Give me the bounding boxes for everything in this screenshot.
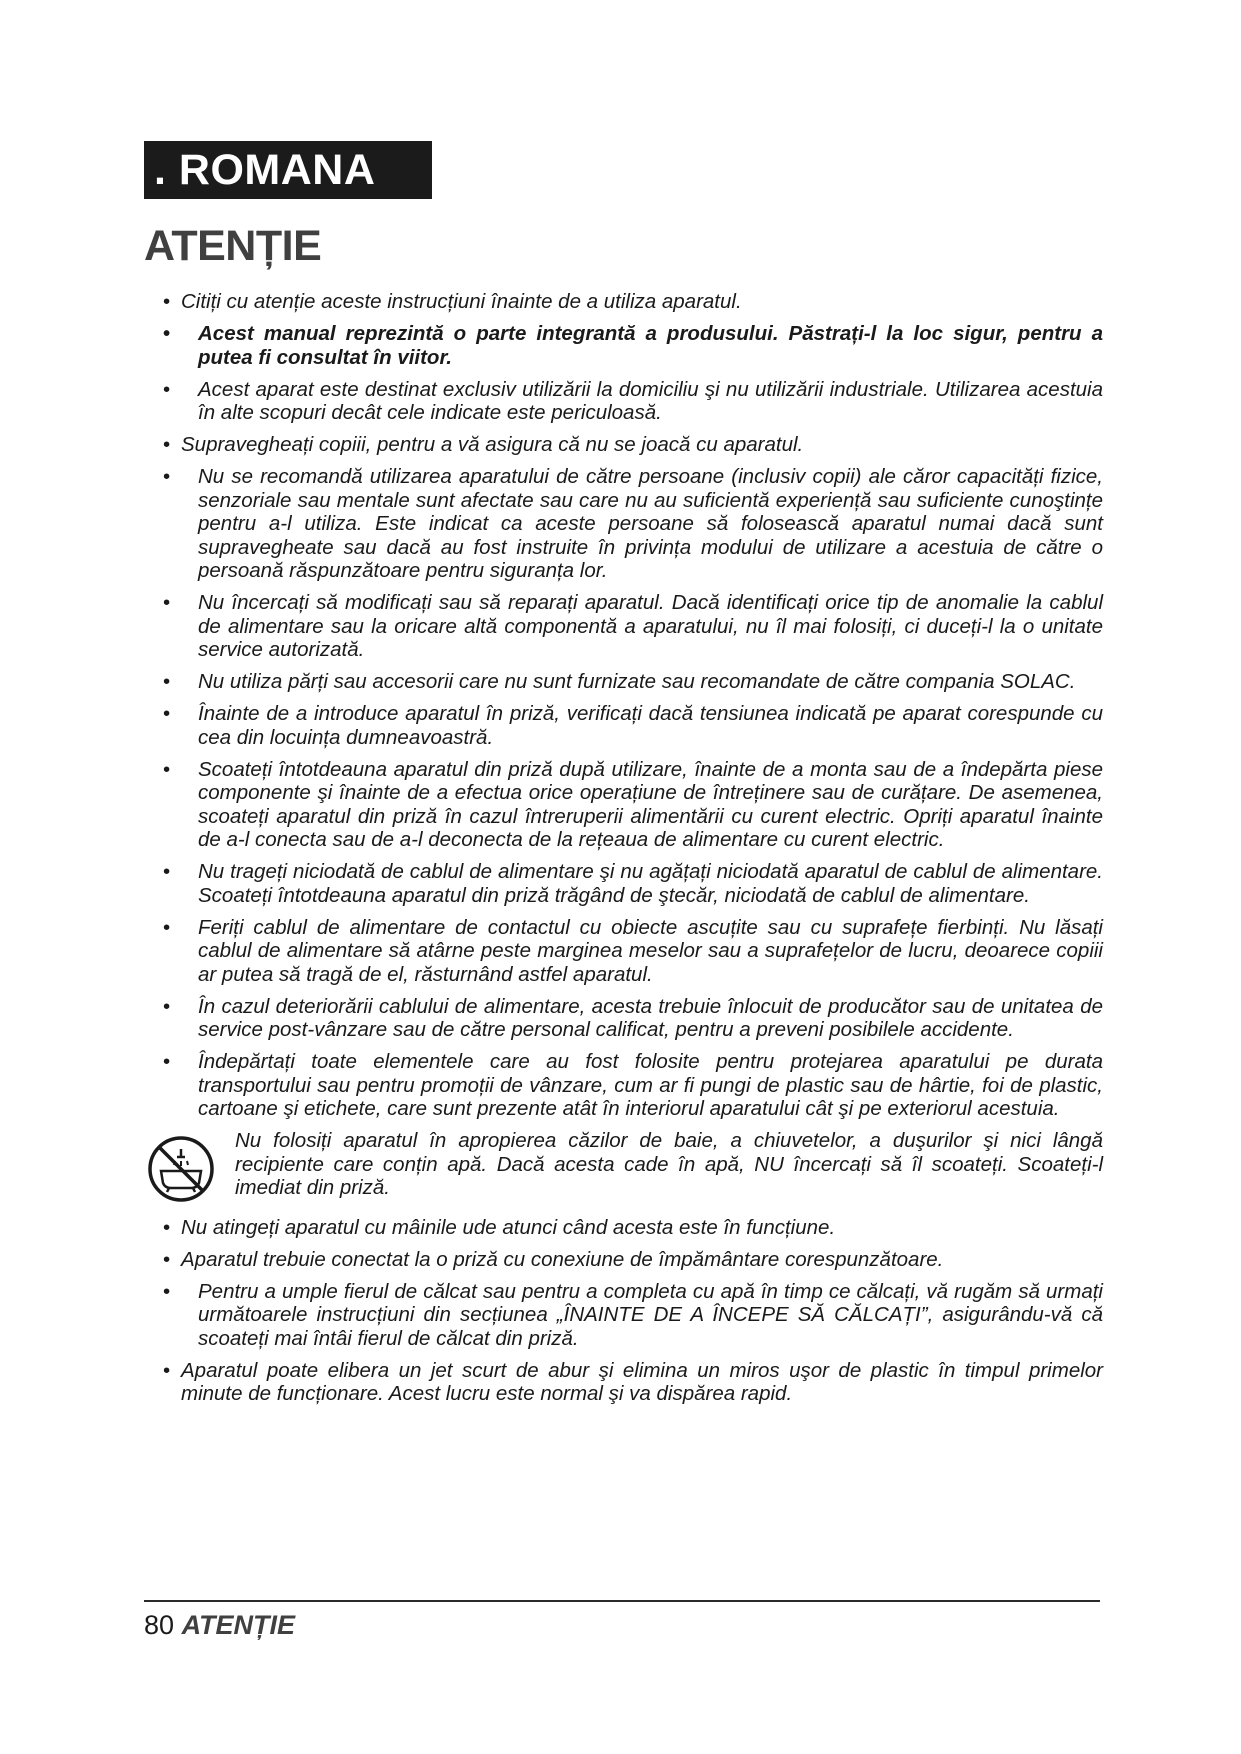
list-item: • Supravegheați copiii, pentru a vă asigura că nu se joacă cu aparatul. bbox=[163, 433, 804, 456]
list-item: • Scoateți întotdeauna aparatul din priză după utilizare, înainte de a monta sau de a îndepărta piese componente şi înainte de a efectua orice operațiune de întreținere sau de curățare. De asemenea, scoateți aparatul din priză în cazul întreruperii alimentării cu curent electric. Opriți aparatul înainte de a-l conecta sau de a-l deconecta de la rețeaua de alimentare cu curent electric. bbox=[163, 757, 1103, 851]
list-item: • În cazul deteriorării cablului de alimentare, acesta trebuie înlocuit de producător sau de unitatea de service post-vânzare sau de către personal calificat, pentru a preveni posibilele accidente. bbox=[163, 994, 1103, 1041]
bullet-icon: • bbox=[163, 591, 171, 614]
page-footer bbox=[144, 1610, 295, 1641]
list-item: • Îndepărtați toate elementele care au fost folosite pentru protejarea aparatului pe durata transportului sau pentru promoții de vânzare, cum ar fi pungi de plastic sau de hârtie, foi de plastic, cartoane şi etichete, care sunt prezente atât în interiorul aparatului cât şi pe exteriorul acestuia. bbox=[163, 1050, 1103, 1120]
bullet-icon: • bbox=[163, 433, 171, 456]
list-item: • Acest manual reprezintă o parte integrantă a produsului. Păstrați-l la loc sigur, pentru a putea fi consultat în viitor. bbox=[163, 322, 1103, 369]
list-item: • Nu încercați să modificați sau să reparați aparatul. Dacă identificați orice tip de anomalie la cablul de alimentare sau la oricare altă componentă a aparatului, nu îl mai folosiți, ci duceți-l la o unitate service autorizată. bbox=[163, 591, 1103, 661]
language-banner: . ROMANA bbox=[144, 141, 432, 199]
no-bathtub-icon bbox=[147, 1135, 215, 1203]
bullet-icon: • bbox=[163, 1358, 171, 1382]
list-item: • Citiți cu atenție aceste instrucțiuni înainte de a utiliza aparatul. bbox=[163, 290, 742, 313]
page-title: ATENȚIE bbox=[144, 222, 322, 270]
bullet-icon: • bbox=[163, 994, 171, 1018]
list-item: • Nu utiliza părți sau accesorii care nu sunt furnizate sau recomandate de către compania SOLAC. bbox=[163, 670, 1076, 693]
bullet-icon: • bbox=[163, 757, 171, 781]
list-item-with-icon: Nu folosiți aparatul în apropierea căzilor de baie, a chiuvetelor, a duşurilor şi nici lângă recipiente care conțin apă. Dacă acesta cade în apă, NU încercați să îl scoateți. Scoateți-l imediat din priză. bbox=[163, 1129, 1103, 1207]
footer-divider bbox=[144, 1600, 1100, 1602]
list-item: • Nu atingeți aparatul cu mâinile ude atunci când acesta este în funcțiune. bbox=[163, 1215, 836, 1239]
bullet-icon: • bbox=[163, 702, 171, 725]
bullet-icon: • bbox=[163, 670, 171, 693]
list-item: • Pentru a umple fierul de călcat sau pentru a completa cu apă în timp ce călcați, vă rugăm să urmați următoarele instrucțiuni din secțiunea „ÎNAINTE DE A ÎNCEPE SĂ CĂLCAȚI”, asigurându-vă că scoateți mai întâi fierul de călcat din priză. bbox=[163, 1279, 1103, 1350]
bullet-icon: • bbox=[163, 465, 171, 488]
bullet-icon: • bbox=[163, 1247, 171, 1271]
bullet-icon: • bbox=[163, 915, 171, 939]
bullet-icon: • bbox=[163, 860, 171, 883]
bullet-icon: • bbox=[163, 1215, 171, 1239]
list-item: • Nu trageți niciodată de cablul de alimentare şi nu agățați niciodată aparatul de cablul de alimentare. Scoateți întotdeauna aparatul din priză trăgând de ştecăr, niciodată de cablul de alimentare. bbox=[163, 860, 1103, 907]
page-number: 80 bbox=[144, 1610, 175, 1640]
bullet-icon: • bbox=[163, 322, 171, 345]
bullet-icon: • bbox=[163, 1050, 171, 1073]
list-item: • Feriți cablul de alimentare de contactul cu obiecte ascuțite sau cu suprafețe fierbinți. Nu lăsați cablul de alimentare să atârne peste marginea meselor sau a suprafețelor de lucru, deoarece copiii ar putea să tragă de el, răsturnând astfel aparatul. bbox=[163, 915, 1103, 986]
bullet-icon: • bbox=[163, 377, 171, 401]
list-item: • Aparatul poate elibera un jet scurt de abur şi elimina un miros uşor de plastic în timpul primelor minute de funcționare. Acest lucru este normal şi va dispărea rapid. bbox=[163, 1358, 1103, 1405]
list-item: • Acest aparat este destinat exclusiv utilizării la domiciliu şi nu utilizării industriale. Utilizarea acestuia în alte scopuri decât cele indicate este periculoasă. bbox=[163, 377, 1103, 424]
bullet-icon: • bbox=[163, 1279, 171, 1303]
warning-list bbox=[163, 290, 1103, 1414]
list-item: • Înainte de a introduce aparatul în priză, verificați dacă tensiunea indicată pe aparat corespunde cu cea din locuința dumneavoastră. bbox=[163, 702, 1103, 749]
footer-section-label: ATENȚIE bbox=[181, 1610, 296, 1640]
list-item: • Aparatul trebuie conectat la o priză cu conexiune de împământare corespunzătoare. bbox=[163, 1247, 944, 1271]
bullet-icon: • bbox=[163, 290, 171, 313]
list-item: • Nu se recomandă utilizarea aparatului de către persoane (inclusiv copii) ale căror capacități fizice, senzoriale sau mentale sunt afectate sau care nu au suficientă experiență sau suficiente cunoştințe pentru a-l utiliza. Este indicat ca aceste persoane să folosească aparatul numai dacă sunt supravegheate sau dacă au fost instruite în privința modului de utilizare a acestuia de către o persoană răspunzătoare pentru siguranța lor. bbox=[163, 465, 1103, 582]
